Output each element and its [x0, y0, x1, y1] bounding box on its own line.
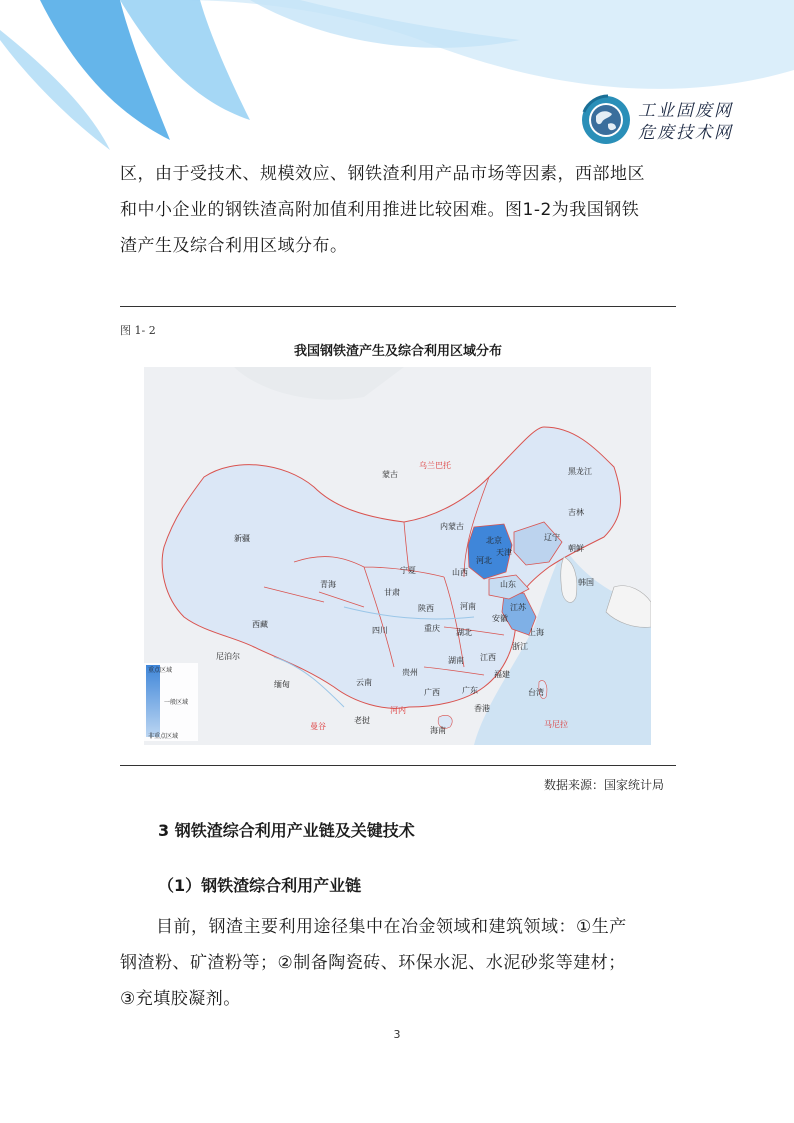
map-label-qinghai: 青海: [320, 580, 336, 589]
map-label-hunan: 湖南: [448, 656, 464, 665]
site-logo: [578, 92, 738, 152]
text-line: 渣产生及综合利用区域分布。: [120, 236, 348, 256]
map-label-jiangxi: 江西: [480, 653, 496, 662]
map-label-beijing: 北京: [486, 536, 502, 545]
map-label-tianjin: 天津: [496, 548, 512, 557]
text-line: 区，由于受技术、规模效应、钢铁渣利用产品市场等因素，西部地区: [120, 164, 645, 184]
legend-top-label: 重点区域: [148, 667, 173, 674]
legend-bottom-label: 非重点区域: [148, 733, 179, 740]
map-label-sichuan: 四川: [372, 626, 388, 635]
map-label-yunnan: 云南: [356, 678, 372, 687]
legend-gradient-bar: [146, 665, 160, 737]
data-source: 数据来源：国家统计局: [543, 778, 664, 792]
map-label-zhejiang: 浙江: [512, 642, 528, 651]
map-label-guangxi: 广西: [424, 688, 440, 697]
map-label-korea-south: 韩国: [578, 578, 594, 587]
map-label-chongqing: 重庆: [424, 624, 440, 633]
map-label-hebei: 河北: [476, 556, 492, 565]
map-label-guizhou: 贵州: [402, 668, 418, 677]
map-label-hainan: 海南: [430, 726, 446, 735]
map-legend: [144, 663, 198, 741]
map-label-shaanxi: 陕西: [418, 604, 434, 613]
map-label-nepal: 尼泊尔: [216, 652, 240, 661]
figure-title: 我国钢铁渣产生及综合利用区域分布: [293, 344, 502, 359]
map-label-bangkok: 曼谷: [310, 722, 326, 731]
section-heading: 3 钢铁渣综合利用产业链及关键技术: [158, 821, 415, 840]
map-label-xizang: 西藏: [252, 620, 268, 629]
logo-line1: 工业固废网: [638, 101, 733, 121]
subsection-heading: （1）钢铁渣综合利用产业链: [158, 876, 362, 895]
map-label-shandong: 山东: [500, 580, 516, 589]
text-line: ③充填胶凝剂。: [120, 989, 241, 1009]
map-label-myanmar: 缅甸: [274, 680, 290, 689]
map-label-guangdong: 广东: [462, 686, 478, 695]
map-label-jiangsu: 江苏: [510, 603, 526, 612]
intro-paragraph: [120, 156, 676, 264]
map-label-shanxi: 山西: [452, 568, 468, 577]
map-label-xinjiang: 新疆: [234, 534, 250, 543]
map-label-shanghai: 上海: [528, 628, 544, 637]
map-label-manila: 马尼拉: [544, 720, 568, 729]
map-label-hanoi: 河内: [390, 706, 406, 715]
text-line: 和中小企业的钢铁渣高附加值利用推进比较困难。图1-2为我国钢铁: [120, 200, 640, 220]
map-label-hongkong: 香港: [474, 704, 490, 713]
map-label-laos: 老挝: [354, 716, 370, 725]
map-label-mongolia: 蒙古: [382, 470, 398, 479]
map-label-jilin: 吉林: [568, 508, 584, 517]
map-label-taiwan: 台湾: [528, 688, 544, 697]
map-label-gansu: 甘肃: [384, 588, 400, 597]
map-label-fujian: 福建: [494, 670, 510, 679]
map-label-henan: 河南: [460, 602, 476, 611]
map-label-liaoning: 辽宁: [544, 533, 560, 542]
globe-logo-icon: [578, 92, 634, 148]
figure-label: 图 1- 2: [120, 324, 156, 337]
china-region-map: [144, 367, 651, 745]
logo-line2: 危废技术网: [638, 123, 733, 143]
map-label-korea-north: 朝鲜: [568, 544, 584, 553]
text-line: 目前，钢渣主要利用途径集中在冶金领域和建筑领域：①生产: [156, 917, 627, 937]
map-label-ningxia: 宁夏: [400, 566, 416, 575]
legend-mid-label: 一般区域: [164, 699, 189, 706]
map-label-neimenggu: 内蒙古: [440, 522, 464, 531]
figure-top-rule: [120, 306, 676, 307]
map-label-anhui: 安徽: [492, 614, 508, 623]
text-line: 钢渣粉、矿渣粉等；②制备陶瓷砖、环保水泥、水泥砂浆等建材；: [120, 953, 626, 973]
map-base: [144, 367, 651, 745]
map-label-hubei: 湖北: [456, 628, 472, 637]
page-number: 3: [393, 1028, 401, 1041]
map-label-ulaanbaatar: 乌兰巴托: [419, 461, 451, 470]
map-label-heilongjiang: 黑龙江: [568, 467, 592, 476]
figure-bottom-rule: [120, 765, 676, 766]
body-paragraph: [120, 909, 676, 1017]
